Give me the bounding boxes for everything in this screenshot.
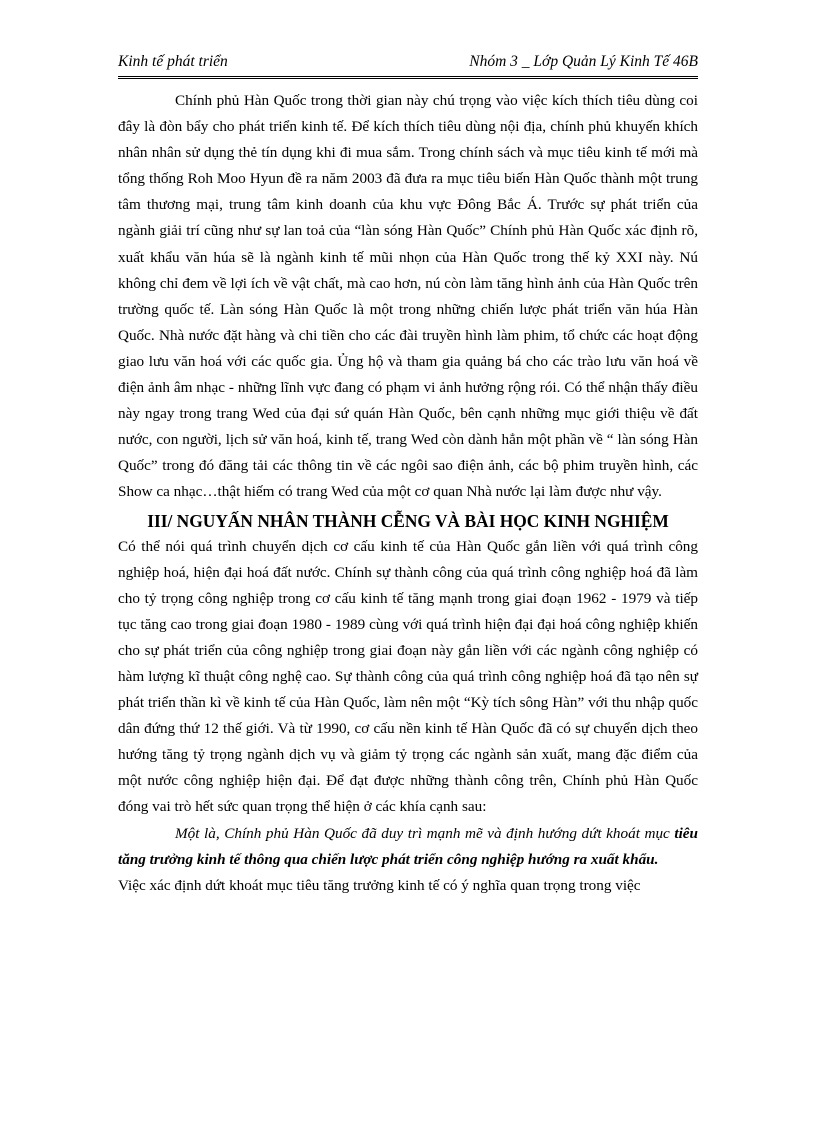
paragraph-government-consumption: Chính phủ Hàn Quốc trong thời gian này chú trọng vào việc kích thích tiêu dùng coi đây là đòn bẩy cho phát triển kinh tế. Để kích thích tiêu dùng nội địa, chính phủ khuyến khích nhân nhân sử dụng thẻ tín dụng khi đi mua sắm. Trong chính sách và mục tiêu kinh tế mới mà tổng thống Roh Moo Hyun đề ra năm 2003 đã đưa ra mục tiêu biến Hàn Quốc thành một trung tâm thương mại, trung tâm kinh doanh của khu vực Đông Bắc Á. Trước sự phát triển của ngành giải trí cũng như sự lan toả của “làn sóng Hàn Quốc” Chính phủ Hàn Quốc xác định rõ, xuất khẩu văn húa sẽ là ngành kinh tế mũi nhọn của Hàn Quốc trong thế kỷ XXI này. Nú không chỉ đem về lợi ích về vật chất, mà cao hơn, nú còn làm tăng hình ảnh của Hàn Quốc trên trường quốc tế. Làn sóng Hàn Quốc là một trong những chiến lược phát triển văn húa Hàn Quốc. Nhà nước đặt hàng và chi tiền cho các đài truyền hình làm phim, tổ chức các hoạt động giao lưu văn hoá với các quốc gia. Ủng hộ và tham gia quảng bá cho các trào lưu văn hoá về điện ảnh âm nhạc - những lĩnh vực đang có phạm vi ảnh hưởng rộng rói. Có thể nhận thấy điều này ngay trong trang Wed của đại sứ quán Hàn Quốc, bên cạnh những mục giới thiệu về đất nước, con người, lịch sử văn hoá, kinh tế, trang Wed còn dành hẳn một phần về “ làn sóng Hàn Quốc” trong đó đăng tải các thông tin về các ngôi sao điện ảnh, các bộ phim truyền hình, các Show ca nhạc…thật hiếm có trang Wed của một cơ quan Nhà nước lại làm được như vậy. <box>118 92 698 501</box>
first-role-emphasis: tiêu tăng trưởng kinh tế thông qua chiến lược phát triển công nghiệp hướng ra xuất khẩu. <box>118 824 698 868</box>
header-group-class: Nhóm 3 _ Lớp Quản Lý Kinh Tế 46B <box>469 53 698 70</box>
page-header <box>118 50 698 79</box>
section-heading: III/ NGUYẤN NHÂN THÀNH CỄNG VÀ BÀI HỌC KINH NGHIỆM <box>147 510 669 531</box>
header-course-title: Kinh tế phát triển <box>118 53 228 70</box>
paragraph-industrialization: Có thể nói quá trình chuyển dịch cơ cấu kinh tế của Hàn Quốc gắn liền với quá trình công nghiệp hoá, hiện đại hoá đất nước. Chính sự thành công của quá trình công nghiệp hoá đã làm cho tỷ trọng công nghiệp trong cơ cấu kinh tế tăng mạnh trong giai đoạn 1962 - 1979 và tiếp tục tăng cao trong giai đoạn 1980 - 1989 cùng với quá trình hiện đại đại hoá công nghiệp khiến cho sự phát triển của công nghiệp trong giai đoạn này gắn liền với các ngành công nghiệp có hàm lượng kĩ thuật công nghệ cao. Sự thành công của quá trình công nghiệp hoá đã tạo nên sự phát triển thần kì về kinh tế của Hàn Quốc, làm nên một “Kỳ tích sông Hàn” với thu nhập quốc dân đứng thứ 12 thế giới. Và từ 1990, cơ cấu nền kinh tế Hàn Quốc đã có sự chuyển dịch theo hướng tăng tỷ trọng ngành dịch vụ và giảm tỷ trọng các ngành sản xuất, mang đặc điểm của một nước công nghiệp hiện đại. Để đạt được những thành công trên, Chính phủ Hàn Quốc đóng vai trò hết sức quan trọng thể hiện ở các khía cạnh sau: <box>118 537 698 816</box>
paragraph-first-role <box>118 821 698 873</box>
paragraph-continuation: Việc xác định dứt khoát mục tiêu tăng trưởng kinh tế có ý nghĩa quan trọng trong việc <box>118 876 641 894</box>
first-role-lead-italic: Một là, Chính phủ Hàn Quốc đã duy trì mạnh mẽ và định hướng dứt khoát mục <box>175 824 675 842</box>
document-body <box>118 88 698 899</box>
